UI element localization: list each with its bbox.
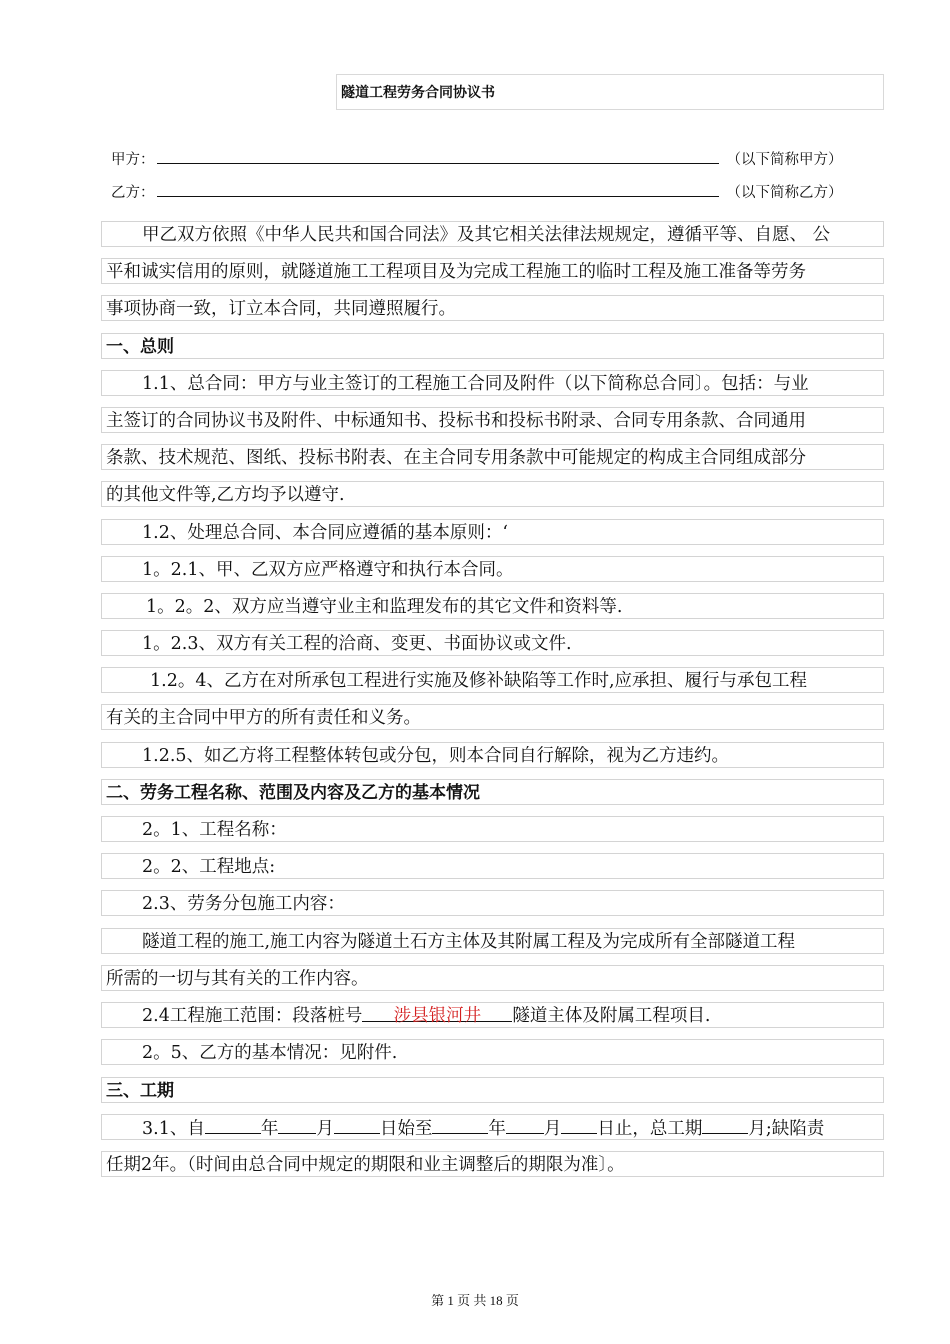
period-line	[101, 1114, 884, 1140]
construction-scope-line	[101, 1002, 884, 1028]
paragraph-line: 1。2.1、甲、乙双方应严格遵守和执行本合同。	[101, 556, 884, 582]
period-text: 月	[543, 1119, 562, 1139]
paragraph-line: 1.2.5、如乙方将工程整体转包或分包，则本合同自行解除，视为乙方违约。	[101, 742, 884, 768]
intro-line: 甲乙双方依照《中华人民共和国合同法》及其它相关法律法规规定，遵循平等、自愿、 公	[101, 221, 884, 247]
paragraph-line: 2。1、工程名称：	[101, 816, 884, 842]
blank-start-day	[334, 1115, 380, 1134]
blank-start-year	[205, 1115, 261, 1134]
party-b-blank	[157, 182, 719, 197]
party-a-line	[111, 148, 843, 169]
blank-end-day	[561, 1115, 597, 1134]
period-text: 月	[316, 1119, 334, 1139]
paragraph-line: 主签订的合同协议书及附件、中标通知书、投标书和投标书附录、合同专用条款、合同通用	[101, 407, 884, 433]
section-heading: 三、工期	[101, 1077, 884, 1103]
intro-line: 事项协商一致，订立本合同，共同遵照履行。	[101, 295, 884, 321]
intro-line: 平和诚实信用的原则，就隧道施工工程项目及为完成工程施工的临时工程及施工准备等劳务	[101, 258, 884, 284]
blank-end-year	[432, 1115, 488, 1134]
period-text: 年	[260, 1119, 279, 1139]
paragraph-line: 1.1、总合同：甲方与业主签订的工程施工合同及附件（以下简称总合同〕。包括：与业	[101, 370, 884, 396]
party-a-label: 甲方：	[111, 152, 155, 168]
party-b-label: 乙方：	[111, 185, 155, 201]
paragraph-line: 2.3、劳务分包施工内容：	[101, 890, 884, 916]
paragraph-line: 1.2。4、乙方在对所承包工程进行实施及修补缺陷等工作时,应承担、履行与承包工程	[101, 667, 884, 693]
blank-end-month	[506, 1115, 544, 1134]
period-text: 日止，总工期	[597, 1119, 703, 1139]
stake-number-field	[362, 1003, 512, 1026]
scope-suffix: 隧道主体及附属工程项目.	[512, 1006, 711, 1026]
party-b-suffix: （以下简称乙方）	[726, 185, 843, 201]
paragraph-line: 2。2、工程地点:	[101, 853, 884, 879]
paragraph-line: 所需的一切与其有关的工作内容。	[101, 965, 884, 991]
scope-prefix: 2.4工程施工范围：段落桩号	[142, 1006, 363, 1026]
paragraph-line: 有关的主合同中甲方的所有责任和义务。	[101, 704, 884, 730]
paragraph-line: 1.2、处理总合同、本合同应遵循的基本原则：‘	[101, 519, 884, 545]
period-text: 日始至	[379, 1119, 433, 1139]
blank-total-months	[702, 1115, 748, 1134]
party-a-suffix: （以下简称甲方）	[726, 152, 843, 168]
paragraph-line: 1。2。2、双方应当遵守业主和监理发布的其它文件和资料等.	[101, 593, 884, 619]
document-title: 隧道工程劳务合同协议书	[341, 85, 495, 101]
page-footer: 第 1 页 共 18 页	[431, 1293, 519, 1308]
party-a-blank	[157, 149, 719, 164]
paragraph-line: 2。5、乙方的基本情况：见附件.	[101, 1039, 884, 1065]
title-box	[336, 74, 884, 110]
paragraph-line: 任期2年。（时间由总合同中规定的期限和业主调整后的期限为准〕。	[101, 1151, 884, 1177]
section-heading: 一、总则	[101, 333, 884, 359]
stake-number-value: 涉县银河井	[393, 1006, 482, 1026]
paragraph-line: 的其他文件等,乙方均予以遵守.	[101, 481, 884, 507]
period-text: 月;缺陷责	[748, 1119, 825, 1139]
party-b-line	[111, 181, 843, 202]
period-text: 3.1、自	[142, 1119, 205, 1139]
section-heading: 二、劳务工程名称、范围及内容及乙方的基本情况	[101, 779, 884, 805]
paragraph-line: 隧道工程的施工,施工内容为隧道土石方主体及其附属工程及为完成所有全部隧道工程	[101, 928, 884, 954]
period-text: 年	[488, 1119, 506, 1139]
blank-start-month	[278, 1115, 316, 1134]
paragraph-line: 条款、技术规范、图纸、投标书附表、在主合同专用条款中可能规定的构成主合同组成部分	[101, 444, 884, 470]
paragraph-line: 1。2.3、双方有关工程的洽商、变更、书面协议或文件.	[101, 630, 884, 656]
